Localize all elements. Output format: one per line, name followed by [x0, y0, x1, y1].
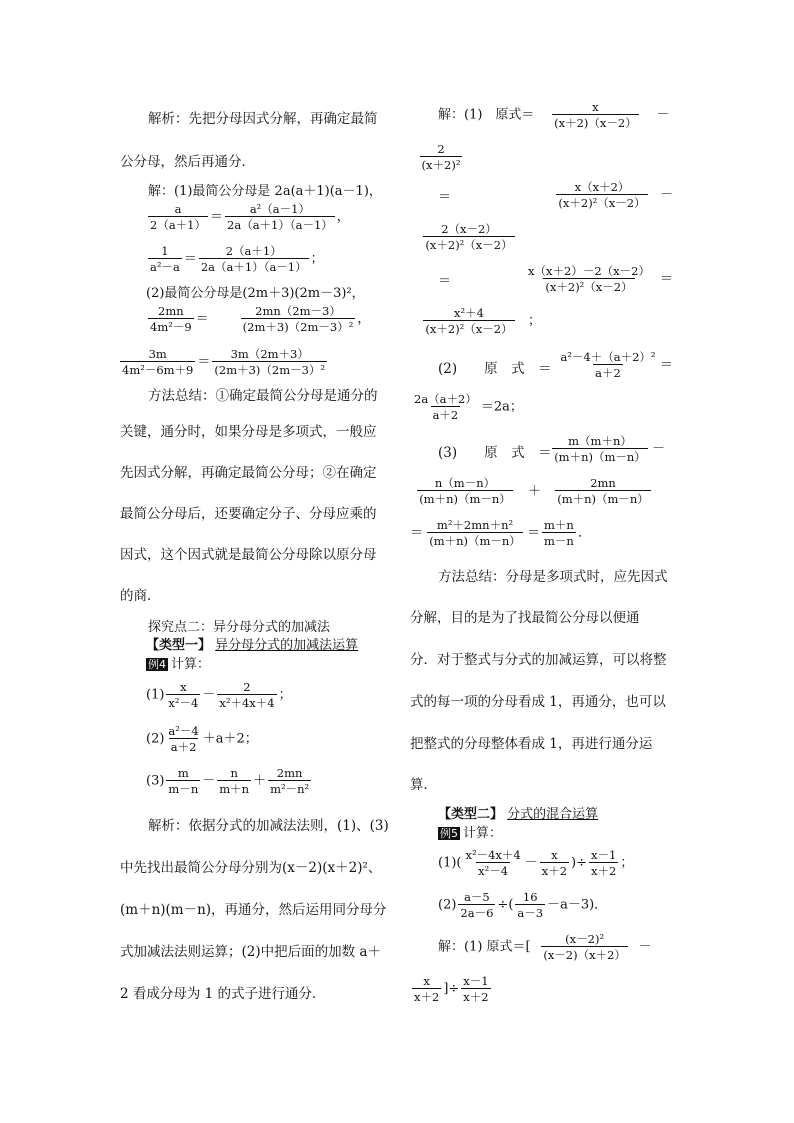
solution-3-line-2: $\frac{n(m-n)}{(m+n)(m-n)}$ ＋ $\frac{2mn}{(m+n)(m-n)}$: [410, 476, 657, 506]
fraction-line-1b: [410, 142, 472, 172]
example-badge: 例4: [148, 658, 166, 671]
fraction: $\frac{a}{2(a+1)}$: [150, 202, 206, 232]
exercise-2: (2) $\frac{a-5}{2a-6}$ ÷( $\frac{16}{a-3}$ －a－3)．: [438, 890, 608, 920]
fraction: $\frac{2a(a+2)}{a+2}$: [414, 392, 477, 422]
method-summary-3: 先因式分解，再确定最简公分母；②在确定: [120, 465, 377, 481]
type-1-heading: 【类型一】 异分母分式的加减法运算: [146, 638, 359, 653]
equation-step-2-frac: $\frac{x(x+2)}{\text{(x＋2)²（x－2）}}$ －: [544, 180, 673, 210]
fraction: $\frac{\text{a²－4}}{a+2}$: [168, 724, 199, 754]
fraction: $\frac{2mn}{\text{4m²－9}}$: [150, 304, 192, 334]
fraction: $\frac{\text{x²＋4}}{\text{(x＋2)²（x－2）}}$: [425, 306, 513, 336]
method-summary-r2: 分解，目的是为了找最简公分母以便通: [410, 610, 640, 626]
example-5: 例5 计算：: [440, 826, 503, 841]
fraction: $\frac{2mn}{\text{m²－n²}}$: [270, 766, 310, 796]
equation-1: $\frac{a}{2(a+1)}$ ＝ $\frac{\text{a²（a－1）}}{2a(a+1)(a-1)}$ ，: [150, 202, 350, 232]
fraction: $\frac{x-1}{x+2}$: [591, 848, 617, 878]
question-2: (2) $\frac{\text{a²－4}}{a+2}$ ＋a＋2；: [146, 724, 258, 754]
method-summary-2: 关键，通分时，如果分母是多项式，一般应: [120, 424, 377, 440]
solution-3-head: (3) 原 式 ＝: [438, 445, 552, 461]
fraction: $\frac{n(m-n)}{(m+n)(m-n)}$: [419, 476, 511, 506]
fraction: $\frac{\text{(x－2)²}}{(x-2)(x+2)}$: [543, 932, 626, 962]
analysis-2-line-2: 中先找出最简公分母分别为(x－2)(x＋2)²、: [120, 860, 382, 876]
solution-1-line: 解：(1) 原式＝ $\frac{x}{(x+2)(x-2)}$ －: [438, 100, 670, 130]
section-title-2: 探究点二：异分母分式的加减法: [148, 620, 331, 635]
analysis-line-2: 公分母，然后再通分．: [120, 154, 255, 170]
solution-2-head: (2) 原 式 ＝: [438, 361, 552, 377]
fraction: $\frac{\text{x²－4x＋4}}{\text{x²－4}}$: [465, 848, 521, 878]
fraction: $\frac{3m}{\text{4m²－6m＋9}}$: [122, 347, 194, 377]
fraction: $\frac{m(m+n)}{(m+n)(m-n)}$: [554, 434, 646, 464]
fraction: $\frac{x}{(x+2)(x-2)}$: [554, 100, 637, 130]
question-3: (3) $\frac{m}{m-n}$ － $\frac{n}{m+n}$ ＋ $\frac{2mn}{\text{m²－n²}}$: [146, 766, 310, 796]
question-1: (1) $\frac{x}{\text{x²－4}}$ － $\frac{2}{\text{x²＋4x＋4}}$ ；: [146, 680, 292, 710]
solution-3-frac: $\frac{m(m+n)}{(m+n)(m-n)}$ －: [548, 434, 665, 464]
equation-4: $\frac{3m}{\text{4m²－6m＋9}}$ ＝ $\frac{3m(2m+3)}{\text{(2m＋3)（2m－3）²}}$: [122, 347, 326, 377]
fraction: $\frac{2mn}{(m+n)(m-n)}$: [557, 476, 649, 506]
fraction: $\frac{x-1}{x+2}$: [463, 974, 489, 1004]
method-summary-r4: 式的每一项的分母看成 1，再通分，也可以: [410, 694, 666, 710]
method-summary-r5: 把整式的分母整体看成 1，再进行通分运: [410, 736, 653, 752]
analysis-2-line-5: 2 看成分母为 1 的式子进行通分．: [120, 986, 326, 1002]
analysis-line-1: 解析：先把分母因式分解，再确定最简: [148, 111, 378, 127]
fraction: $\frac{2}{\text{x²＋4x＋4}}$: [219, 680, 275, 710]
analysis-2-line-3: (m＋n)(m－n)，再通分，然后运用同分母分: [120, 902, 387, 918]
method-summary-5: 因式，这个因式就是最简公分母除以原分母: [120, 547, 377, 563]
method-summary-r6: 算．: [410, 777, 437, 793]
type-2-heading: 【类型二】 分式的混合运算: [438, 807, 599, 822]
fraction: $\frac{x(x+2)-2(x-2)}{\text{(x＋2)²（x－2）}}$: [528, 264, 650, 294]
equation-step-2: ＝: [438, 190, 452, 205]
method-summary-4: 最简公分母后，还要确定分子、分母应乘的: [120, 506, 377, 522]
solution-example-5-b: $\frac{x}{x+2}$ ]÷ $\frac{x-1}{x+2}$: [414, 974, 489, 1004]
fraction: $\frac{n}{m+n}$: [219, 766, 250, 796]
fraction: $\frac{\text{a²－4＋（a＋2）²}}{a+2}$: [560, 350, 656, 380]
fraction: $\frac{m}{m-n}$: [168, 766, 199, 796]
fraction: $\frac{2mn(2m-3)}{\text{(2m＋3)（2m－3）²}}$: [242, 304, 354, 334]
fraction: $\frac{x(x+2)}{\text{(x＋2)²（x－2）}}$: [558, 180, 646, 210]
fraction: $\frac{2}{\text{(x＋2)²}}$: [421, 142, 461, 172]
solution-2-result: $\frac{2a(a+2)}{a+2}$ ＝2a；: [414, 392, 523, 422]
fraction: $\frac{1}{\text{a²－a}}$: [150, 244, 180, 274]
analysis-2-line-1: 解析：依据分式的加减法法则，(1)、(3): [148, 818, 389, 834]
example-4: 例4 计算：: [148, 657, 211, 672]
exercise-1: (1)( $\frac{\text{x²－4x＋4}}{\text{x²－4}}$ － $\frac{x}{x+2}$ )÷ $\frac{x-1}{x+2}$ ；: [438, 848, 634, 878]
fraction: $\frac{m+n}{m-n}$: [544, 518, 574, 548]
solution-line-1: 解：(1)最简公分母是 2a(a＋1)(a－1)，: [148, 184, 382, 199]
fraction: $\frac{3m(2m+3)}{\text{(2m＋3)（2m－3）²}}$: [214, 347, 326, 377]
fraction: $\frac{x}{\text{x²－4}}$: [168, 680, 199, 710]
fraction: $\frac{16}{a-3}$: [517, 890, 544, 920]
fraction: $\frac{2(a+1)}{2a(a+1)(a-1)}$: [200, 244, 307, 274]
method-summary-r3: 分．对于整式与分式的加减运算，可以将整: [410, 652, 667, 668]
equation-step-3-frac: $\frac{x(x+2)-2(x-2)}{\text{(x＋2)²（x－2）}}$ ＝: [518, 264, 673, 294]
method-summary-1: 方法总结：①确定最简公分母是通分的: [148, 388, 378, 404]
method-summary-r1: 方法总结：分母是多项式时，应先因式: [438, 569, 668, 585]
solution-2-frac: $\frac{\text{a²－4＋（a＋2）²}}{a+2}$ ＝: [556, 350, 673, 380]
equation-2: $\frac{1}{\text{a²－a}}$ ＝ $\frac{2(a+1)}{2a(a+1)(a-1)}$ ；: [150, 244, 324, 274]
equation-step-3: ＝: [438, 274, 452, 289]
solution-example-5: 解：(1) 原式＝[ $\frac{\text{(x－2)²}}{(x-2)(x+2)}$ －: [438, 932, 652, 962]
fraction: $\frac{x}{x+2}$: [541, 848, 568, 878]
equation-3: $\frac{2mn}{\text{4m²－9}}$ ＝ $\frac{2mn(2m-3)}{\text{(2m＋3)（2m－3）²}}$ ，: [150, 304, 371, 334]
analysis-2-line-4: 式加减法法则运算；(2)中把后面的加数 a＋: [120, 944, 381, 960]
equation-step-4: $\frac{\text{x²＋4}}{\text{(x＋2)²（x－2）}}$ ；: [410, 306, 541, 336]
example-badge: 例5: [440, 827, 458, 840]
fraction: $\frac{a-5}{2a-6}$: [460, 890, 494, 920]
fraction: $\frac{\text{m²＋2mn＋n²}}{(m+n)(m-n)}$: [429, 518, 521, 548]
solution-line-2: (2)最简公分母是(2m＋3)(2m－3)²，: [146, 286, 365, 301]
fraction: $\frac{\text{a²（a－1）}}{2a(a+1)(a-1)}$: [227, 202, 333, 232]
fraction: $\frac{2(x-2)}{\text{(x＋2)²（x－2）}}$: [425, 222, 513, 252]
equation-step-2b: [410, 222, 528, 252]
fraction: $\frac{x}{x+2}$: [414, 974, 440, 1004]
method-summary-6: 的商．: [120, 588, 161, 604]
solution-3-line-3: ＝ $\frac{\text{m²＋2mn＋n²}}{(m+n)(m-n)}$ ＝ $\frac{m+n}{m-n}$ ．: [410, 518, 591, 548]
